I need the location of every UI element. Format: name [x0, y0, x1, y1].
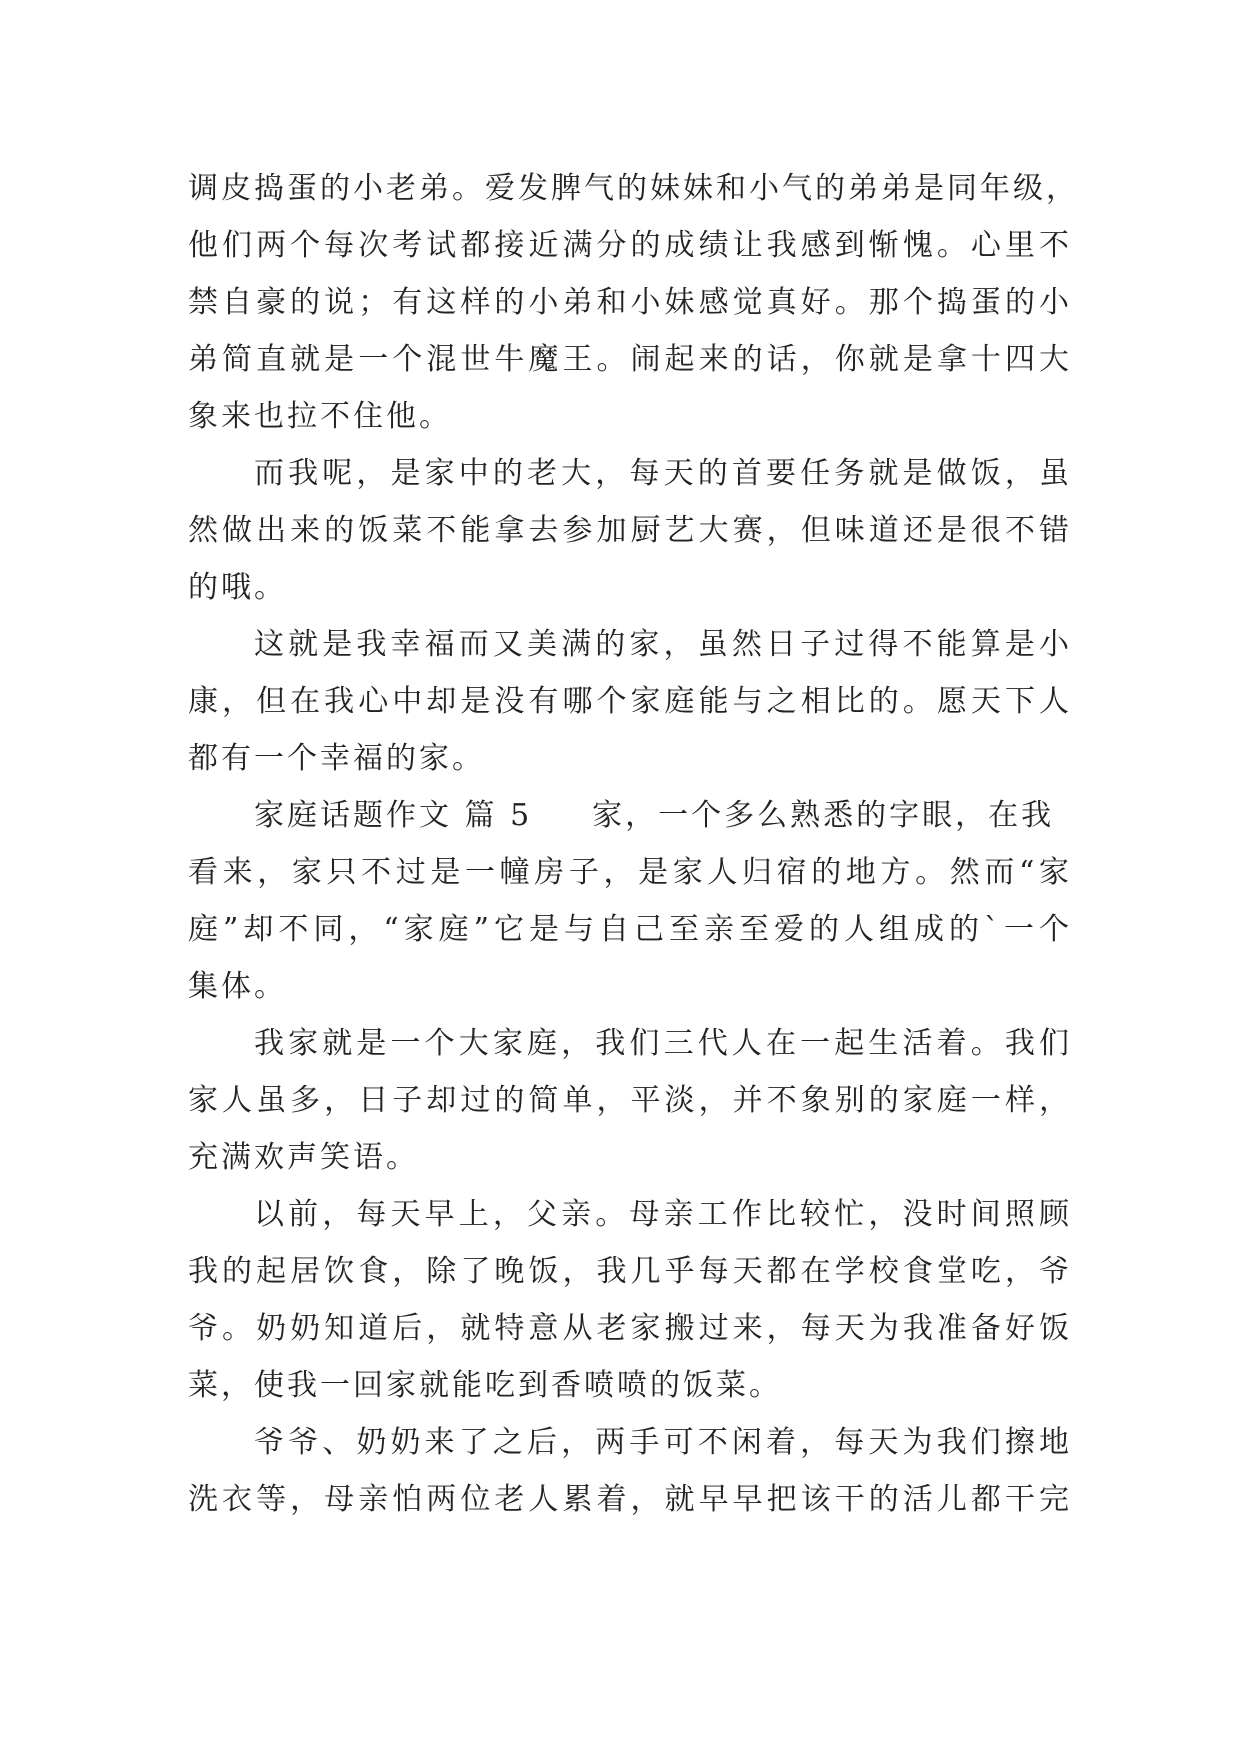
text-line: 象来也拉不住他。 — [188, 399, 452, 434]
text-line: 看来，家只不过是一幢房子，是家人归宿的地方。然而“家 — [188, 855, 1072, 890]
text-line: 然做出来的饭菜不能拿去参加厨艺大赛，但味道还是很不错 — [188, 513, 1072, 548]
text-line: 禁自豪的说；有这样的小弟和小妹感觉真好。那个捣蛋的小 — [188, 285, 1072, 320]
essay-opening-text: 家，一个多么熟悉的字眼，在我 — [592, 798, 1055, 833]
text-line: 而我呢，是家中的老大，每天的首要任务就是做饭，虽 — [254, 456, 1072, 491]
text-line: 菜，使我一回家就能吃到香喷喷的饭菜。 — [188, 1368, 782, 1403]
essay-title: 家庭话题作文 篇 5 — [254, 798, 533, 833]
text-line: 我的起居饮食，除了晚饭，我几乎每天都在学校食堂吃，爷 — [188, 1254, 1072, 1289]
text-line: 康，但在我心中却是没有哪个家庭能与之相比的。愿天下人 — [188, 684, 1072, 719]
text-line: 这就是我幸福而又美满的家，虽然日子过得不能算是小 — [254, 627, 1072, 662]
text-line: 充满欢声笑语。 — [188, 1140, 419, 1175]
text-line: 以前，每天早上，父亲。母亲工作比较忙，没时间照顾 — [254, 1197, 1072, 1232]
text-line: 的哦。 — [188, 570, 287, 605]
text-line: 都有一个幸福的家。 — [188, 741, 485, 776]
document-body — [188, 160, 1079, 1528]
text-line: 庭”却不同，“家庭”它是与自己至亲至爱的人组成的`一个 — [188, 912, 1072, 947]
text-line: 调皮捣蛋的小老弟。爱发脾气的妹妹和小气的弟弟是同年级， — [188, 171, 1079, 206]
text-line: 洗衣等，母亲怕两位老人累着，就早早把该干的活儿都干完 — [188, 1482, 1072, 1517]
text-line: 集体。 — [188, 969, 287, 1004]
text-line: 爷爷、奶奶来了之后，两手可不闲着，每天为我们擦地 — [254, 1425, 1072, 1460]
text-line: 我家就是一个大家庭，我们三代人在一起生活着。我们 — [254, 1026, 1072, 1061]
text-line: 家人虽多，日子却过的简单，平淡，并不象别的家庭一样， — [188, 1083, 1072, 1118]
essay-heading-line — [188, 787, 1072, 844]
text-line: 弟简直就是一个混世牛魔王。闹起来的话，你就是拿十四大 — [188, 342, 1072, 377]
paragraph-group-after — [188, 844, 1072, 1528]
text-line: 他们两个每次考试都接近满分的成绩让我感到惭愧。心里不 — [188, 228, 1072, 263]
text-line: 爷。奶奶知道后，就特意从老家搬过来，每天为我准备好饭 — [188, 1311, 1072, 1346]
paragraph-group-before — [188, 160, 1079, 787]
